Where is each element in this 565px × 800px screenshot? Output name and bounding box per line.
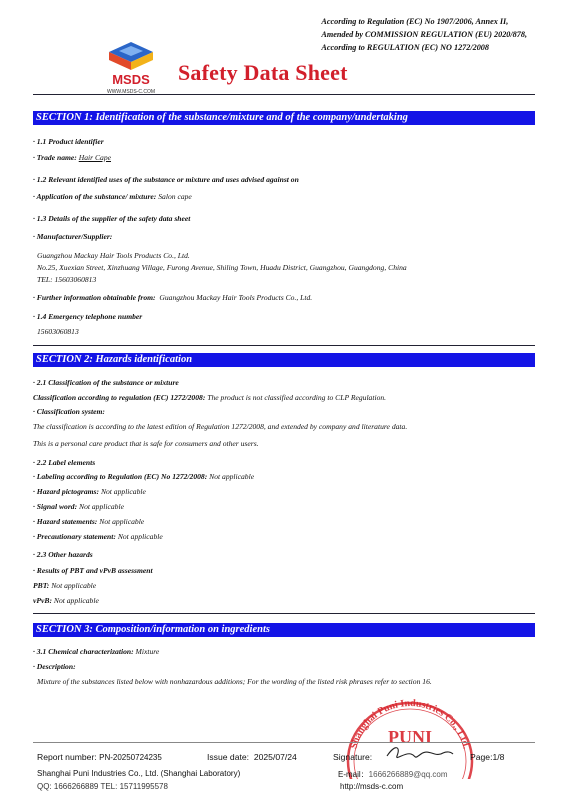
vpvb-row: vPvB: Not applicable	[33, 596, 99, 605]
page-title: Safety Data Sheet	[178, 60, 348, 85]
regulation-line: According to Regulation (EC) No 1907/2006, Annex II,	[321, 17, 509, 26]
regulation-line: According to REGULATION (EC) NO 1272/2008	[321, 43, 489, 52]
product-identifier: · 1.1 Product identifier	[33, 137, 104, 146]
regulation-notice	[321, 15, 527, 54]
precautionary-row: · Precautionary statement: Not applicable	[33, 532, 163, 541]
page-number: 1/8	[492, 752, 505, 762]
page-row: Page:1/8	[470, 752, 505, 762]
regulation-line: Amended by COMMISSION REGULATION (EU) 2020/878,	[321, 30, 527, 39]
website-link[interactable]: http://msds-c.com	[340, 782, 404, 791]
pbt-results: · Results of PBT and vPvB assessment	[33, 566, 153, 575]
report-number: PN-20250724235	[99, 753, 162, 762]
personal-care-note: This is a personal care product that is safe for consumers and other users.	[33, 439, 259, 448]
manufacturer-address: No.25, Xuexian Street, Xinzhuang Village, Furong Avenue, Shiling Town, Huadu District, Guangzhou, Guangdong, China	[37, 263, 407, 272]
footer-divider	[33, 742, 535, 743]
description-label: · Description:	[33, 662, 76, 671]
trade-name: Hair Cape	[78, 153, 111, 162]
label-elements: · 2.2 Label elements	[33, 458, 96, 467]
company-name: Shanghai Puni Industries Co., Ltd. (Shanghai Laboratory)	[37, 769, 241, 778]
seal-text: Shanghai Puni Industries Co., Ltd.	[348, 697, 472, 751]
emergency-number: 15603060813	[37, 327, 79, 336]
section-3-heading: SECTION 3: Composition/information on ingredients	[33, 623, 535, 637]
pictograms-row: · Hazard pictograms: Not applicable	[33, 487, 146, 496]
company-seal	[335, 683, 485, 779]
header-divider	[33, 94, 535, 95]
classification: · 2.1 Classification of the substance or mixture	[33, 378, 179, 387]
report-number-row: Report number: PN-20250724235	[37, 752, 162, 762]
pbt-row: PBT: Not applicable	[33, 581, 97, 590]
classification-system: · Classification system:	[33, 407, 105, 416]
issue-date: 2025/07/24	[253, 752, 297, 762]
trade-name-row: · Trade name: Hair Cape	[33, 153, 111, 162]
email-row: E-mail：1666266889@qq.com	[338, 770, 448, 779]
manufacturer-label: · Manufacturer/Supplier:	[33, 232, 113, 241]
section-divider	[33, 345, 535, 346]
hazard-statements-row: · Hazard statements: Not applicable	[33, 517, 145, 526]
logo-url: WWW.MSDS-C.COM	[106, 89, 156, 95]
section-divider	[33, 613, 535, 614]
section-2-heading: SECTION 2: Hazards identification	[33, 353, 535, 367]
manufacturer-tel: TEL: 15603060813	[37, 275, 97, 284]
issue-date-row: Issue date: 2025/07/24	[207, 752, 297, 762]
logo-text: MSDS	[112, 72, 150, 87]
manufacturer-name: Guangzhou Mackay Hair Tools Products Co., Ltd.	[37, 251, 190, 260]
description-text: Mixture of the substances listed below with nonhazardous additions; For the wording of the listed risk phrases refer to section 16.	[37, 677, 432, 686]
email-address: 1666266889@qq.com	[368, 770, 448, 779]
seal-center: PUNI	[388, 727, 432, 747]
classification-system-text: The classification is according to the latest edition of Regulation 1272/2008, and extended by company and literature data.	[33, 422, 408, 431]
signal-word-row: · Signal word: Not applicable	[33, 502, 124, 511]
emergency-label: · 1.4 Emergency telephone number	[33, 312, 143, 321]
further-info-row: · Further information obtainable from: Guangzhou Mackay Hair Tools Products Co., Ltd.	[33, 293, 313, 302]
section-1-heading: SECTION 1: Identification of the substance/mixture and of the company/undertaking	[33, 111, 535, 125]
signature-label: Signature:	[333, 752, 373, 762]
other-hazards: · 2.3 Other hazards	[33, 550, 93, 559]
application-row: · Application of the substance/ mixture: Salon cape	[33, 192, 192, 201]
clp-row: Classification according to regulation (EC) 1272/2008: The product is not classified according to CLP Regulation.	[33, 393, 387, 402]
relevant-uses: · 1.2 Relevant identified uses of the substance or mixture and uses advised against on	[33, 175, 299, 184]
labeling-row: · Labeling according to Regulation (EC) No 1272/2008: Not applicable	[33, 472, 255, 481]
msds-logo	[99, 38, 163, 96]
signature	[383, 742, 455, 764]
supplier-details: · 1.3 Details of the supplier of the safety data sheet	[33, 214, 191, 223]
contact-phone: QQ: 1666266889 TEL: 15711995578	[37, 782, 168, 791]
chemical-characterization-row: · 3.1 Chemical characterization: Mixture	[33, 647, 160, 656]
